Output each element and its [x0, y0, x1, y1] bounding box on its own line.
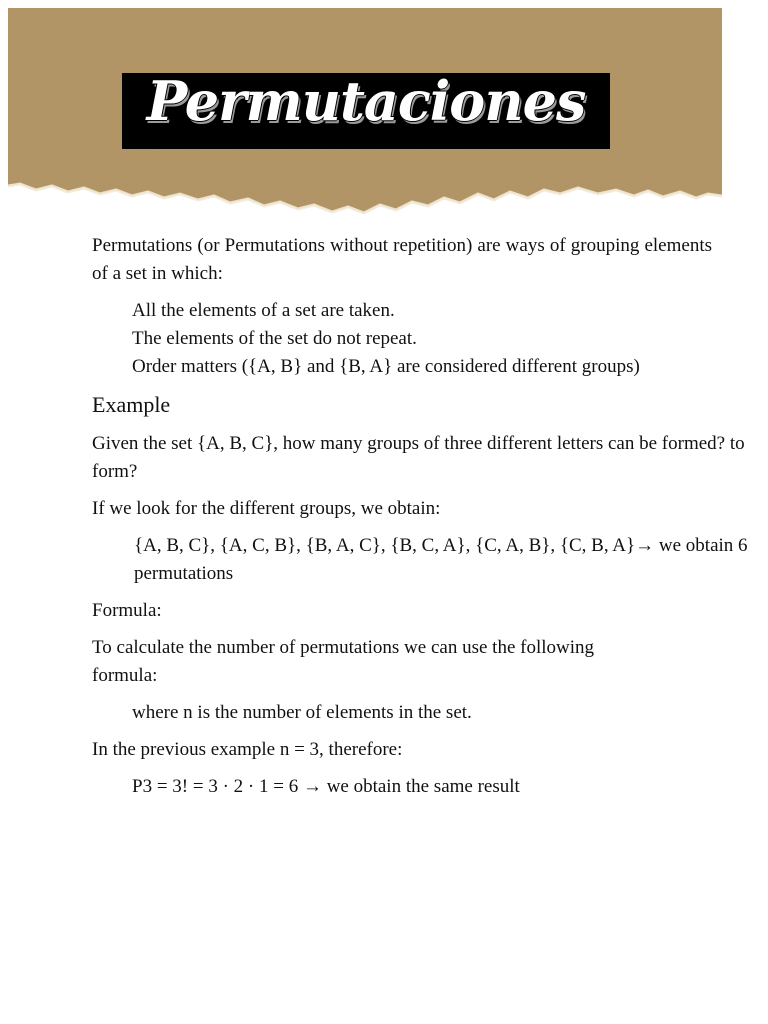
groups-intro: If we look for the different groups, we obtain: — [92, 498, 441, 519]
cardboard-header — [8, 8, 722, 220]
list-item: Order matters ({A, B} and {B, A} are considered different groups) — [132, 356, 640, 377]
title-banner — [122, 73, 610, 149]
result-list — [92, 773, 768, 801]
question-paragraph: Given the set {A, B, C}, how many groups of three different letters can be formed? to form? — [92, 433, 745, 482]
groups-list — [92, 532, 768, 588]
rules-list — [92, 297, 768, 381]
list-item: where n is the number of elements in the set. — [132, 702, 472, 723]
list-item: {A, B, C}, {A, C, B}, {B, A, C}, {B, C, A}, {C, A, B}, {C, B, A}→ we obtain 6 permutations — [134, 535, 748, 584]
document-body — [92, 232, 768, 810]
example-heading: Example — [92, 392, 171, 417]
list-item: P3 = 3! = 3 · 2 · 1 = 6 → we obtain the same result — [132, 776, 520, 797]
page-title: Permutaciones — [146, 73, 586, 133]
formula-label: Formula: — [92, 600, 162, 621]
previous-example: In the previous example n = 3, therefore: — [92, 739, 403, 760]
intro-paragraph: Permutations (or Permutations without repetition) are ways of grouping elements of a set in which: — [92, 235, 712, 284]
formula-intro: To calculate the number of permutations we can use the following formula: — [92, 637, 595, 686]
formula-list — [92, 699, 768, 727]
list-item: The elements of the set do not repeat. — [132, 328, 417, 349]
list-item: All the elements of a set are taken. — [132, 300, 395, 321]
